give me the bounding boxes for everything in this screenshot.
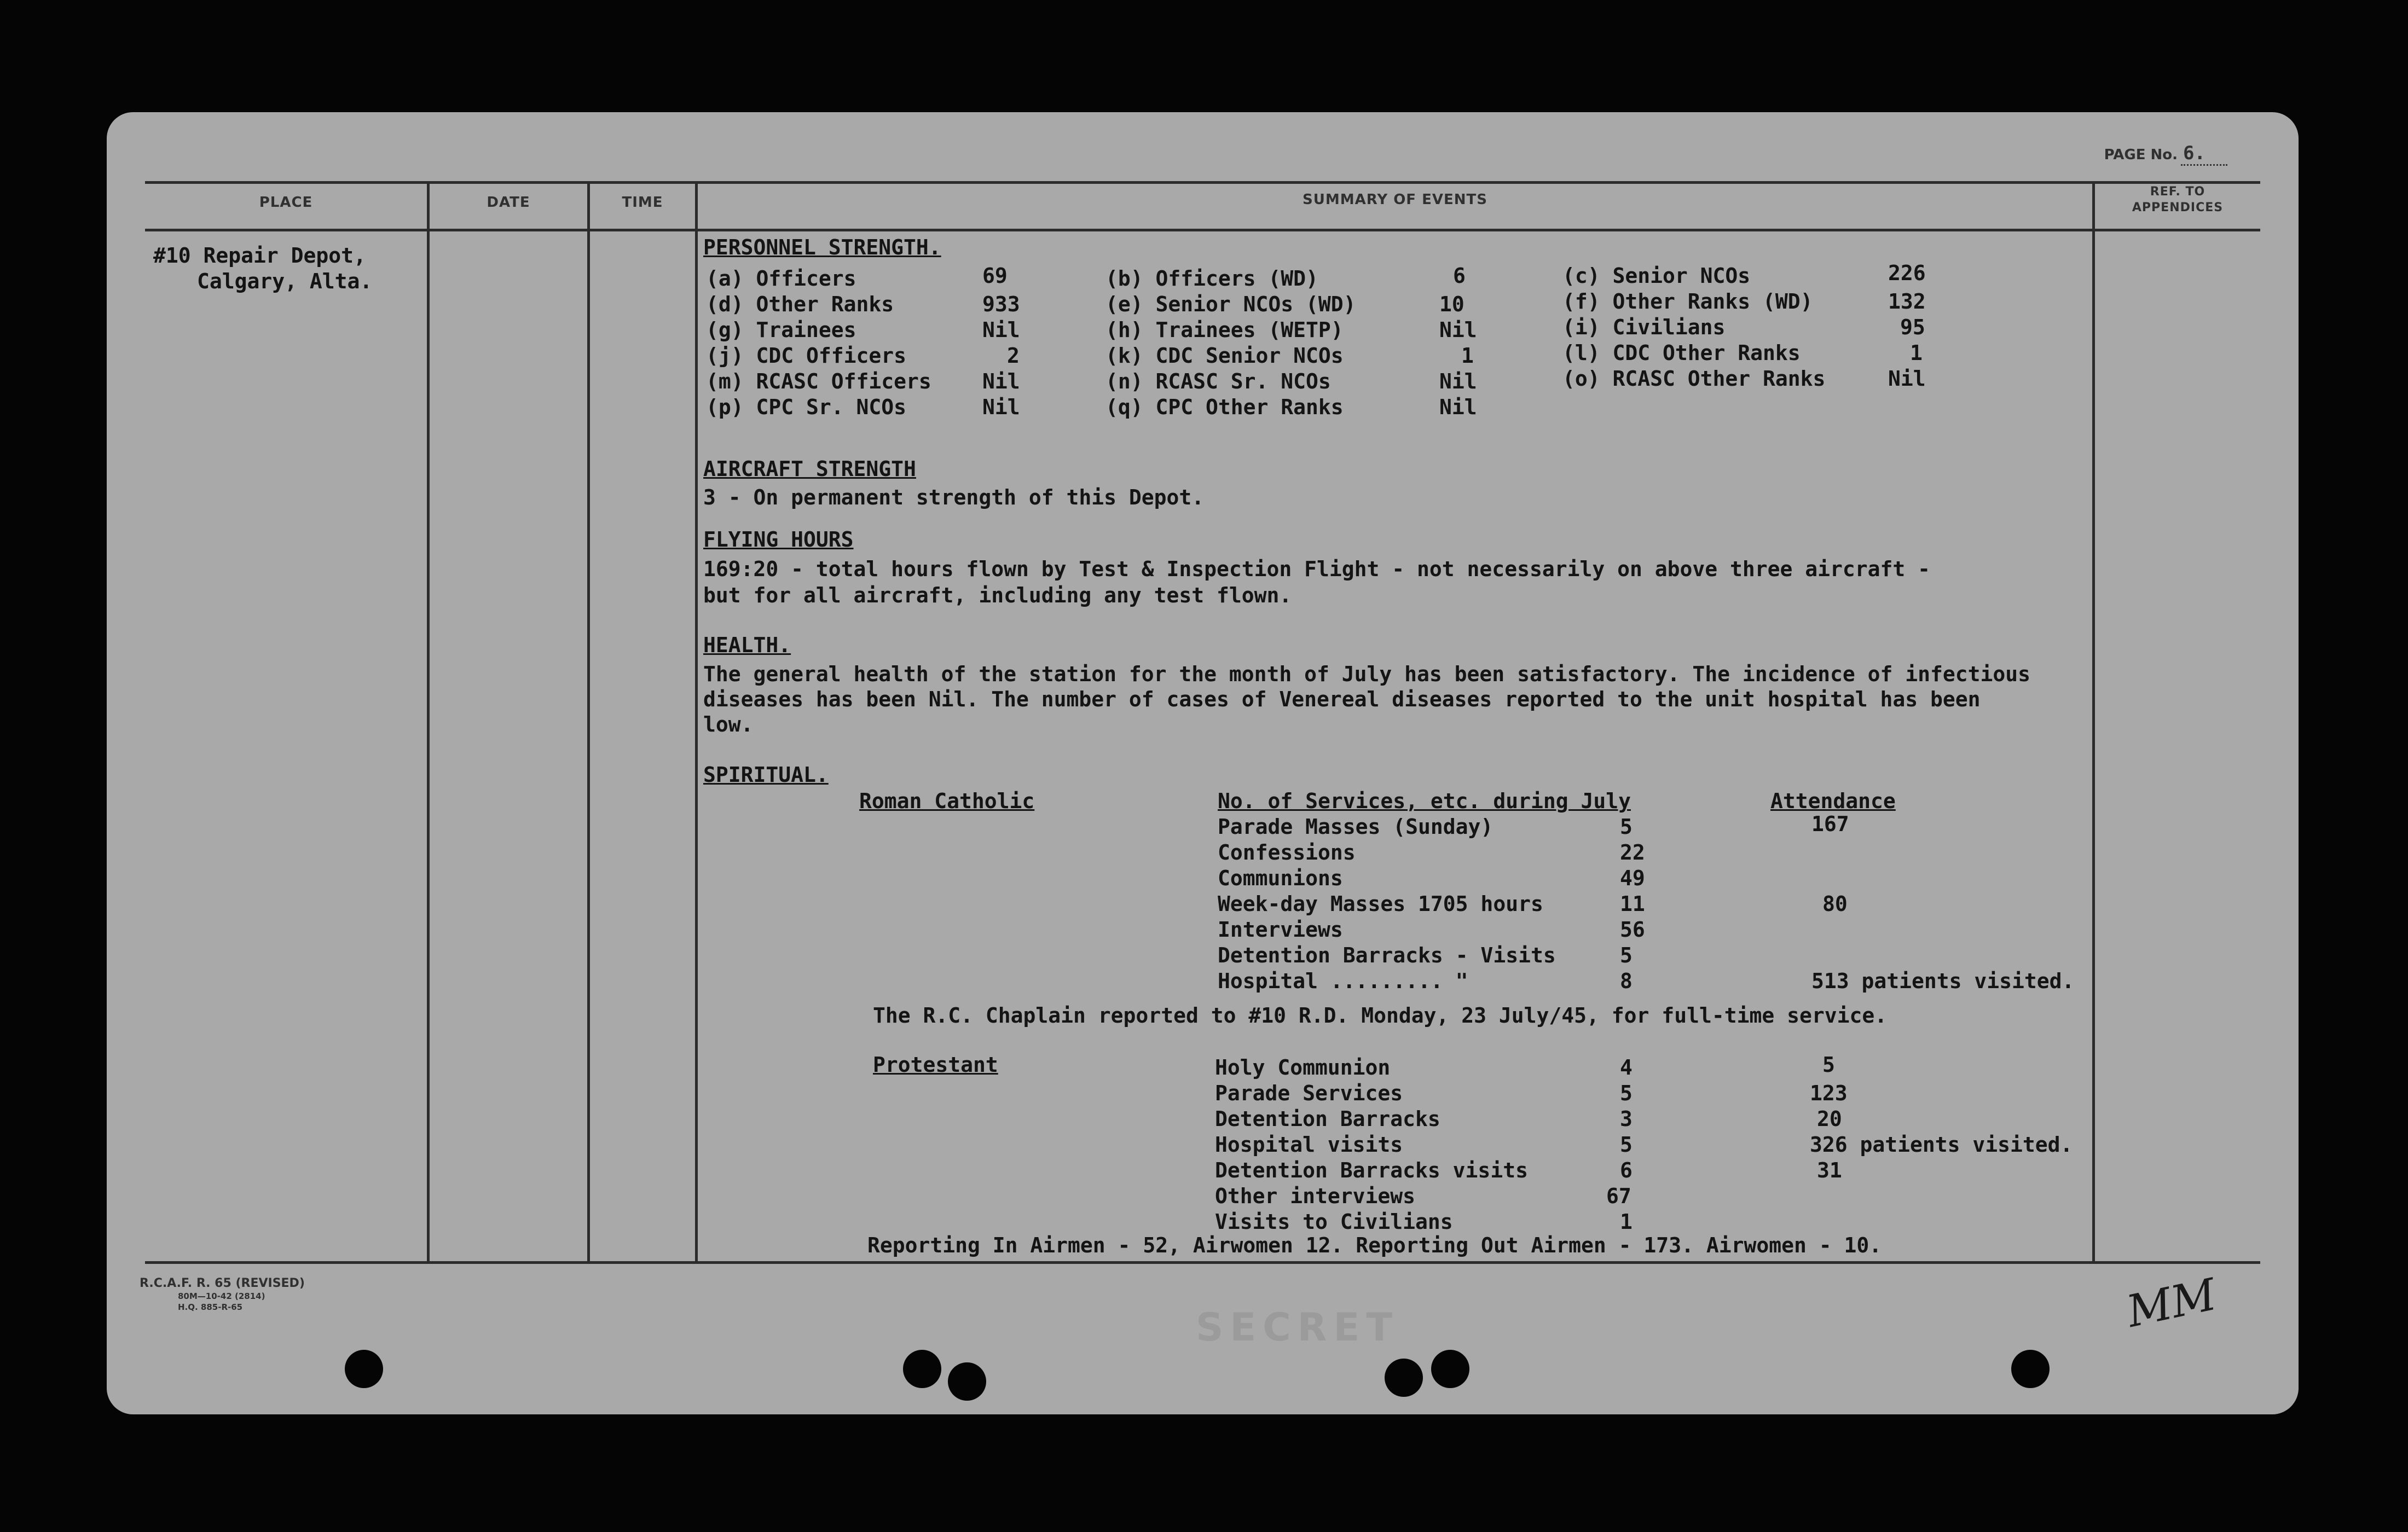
personnel-value: 10 xyxy=(1439,292,1465,316)
rc-service-attendance: 513 patients visited. xyxy=(1811,969,2075,993)
rc-service-name: Parade Masses (Sunday) xyxy=(1218,815,1494,839)
aircraft-heading: AIRCRAFT STRENGTH xyxy=(703,457,916,481)
punch-hole xyxy=(1431,1350,1469,1388)
protestant-service-count: 4 xyxy=(1620,1055,1633,1080)
time-summary-divider xyxy=(695,181,698,1264)
rc-services-header: No. of Services, etc. during July xyxy=(1218,789,1631,813)
rc-service-attendance: 80 xyxy=(1822,892,1848,916)
rc-service-attendance: 167 xyxy=(1811,812,1849,836)
protestant-label: Protestant xyxy=(873,1053,998,1077)
flying-line2: but for all aircraft, including any test flown. xyxy=(703,583,1292,607)
secret-watermark: SECRET xyxy=(1196,1305,1399,1350)
health-heading: HEALTH. xyxy=(703,633,791,657)
personnel-label: (j) CDC Officers xyxy=(706,344,907,368)
spiritual-heading: SPIRITUAL. xyxy=(703,763,829,787)
personnel-label: (c) Senior NCOs xyxy=(1562,264,1751,288)
personnel-label: (l) CDC Other Ranks xyxy=(1562,341,1801,365)
health-line3: low. xyxy=(703,712,754,736)
rc-service-count: 49 xyxy=(1620,866,1645,890)
place-line2: Calgary, Alta. xyxy=(197,269,373,293)
punch-hole xyxy=(345,1350,383,1388)
place-line1: #10 Repair Depot, xyxy=(153,243,366,268)
personnel-value: 1 xyxy=(1461,344,1474,368)
rc-chaplain-note: The R.C. Chaplain reported to #10 R.D. Monday, 23 July/45, for full-time service. xyxy=(873,1003,1888,1028)
personnel-value: 6 xyxy=(1453,264,1466,288)
form-number: R.C.A.F. R. 65 (REVISED) xyxy=(140,1276,305,1290)
header-place: PLACE xyxy=(259,194,313,211)
personnel-value: Nil xyxy=(982,369,1020,393)
personnel-value: Nil xyxy=(1439,318,1477,342)
personnel-label: (p) CPC Sr. NCOs xyxy=(706,395,907,419)
personnel-value: Nil xyxy=(1439,395,1477,419)
place-date-divider xyxy=(427,181,430,1264)
header-date: DATE xyxy=(487,194,530,211)
personnel-value: 69 xyxy=(982,264,1008,288)
rc-service-count: 56 xyxy=(1620,918,1645,942)
protestant-service-name: Detention Barracks visits xyxy=(1215,1158,1528,1182)
page-number-label: PAGE No. xyxy=(2104,147,2178,163)
handwritten-initials: MM xyxy=(2122,1268,2221,1338)
rc-service-count: 8 xyxy=(1620,969,1633,993)
personnel-label: (n) RCASC Sr. NCOs xyxy=(1105,369,1331,393)
punch-hole xyxy=(1385,1359,1423,1397)
protestant-service-attendance: 5 xyxy=(1822,1053,1835,1077)
protestant-service-attendance: 326 patients visited. xyxy=(1810,1133,2073,1157)
table-bottom-rule xyxy=(145,1261,2260,1264)
protestant-service-name: Parade Services xyxy=(1215,1081,1403,1105)
form-number-block xyxy=(140,1276,305,1313)
personnel-label: (m) RCASC Officers xyxy=(706,369,931,393)
health-line1: The general health of the station for the month of July has been satisfactory. The incidence of infectious xyxy=(703,662,2031,686)
personnel-label: (g) Trainees xyxy=(706,318,856,342)
protestant-service-attendance: 20 xyxy=(1817,1107,1842,1131)
protestant-service-count: 6 xyxy=(1620,1158,1633,1182)
personnel-label: (o) RCASC Other Ranks xyxy=(1562,367,1826,391)
punch-hole xyxy=(948,1362,986,1401)
protestant-service-name: Hospital visits xyxy=(1215,1133,1403,1157)
reporting-line: Reporting In Airmen - 52, Airwomen 12. Reporting Out Airmen - 173. Airwomen - 10. xyxy=(867,1233,1882,1257)
personnel-label: (b) Officers (WD) xyxy=(1105,266,1318,291)
protestant-service-count: 67 xyxy=(1606,1184,1631,1208)
personnel-label: (d) Other Ranks xyxy=(706,292,894,316)
personnel-value: 132 xyxy=(1888,289,1926,314)
protestant-service-count: 1 xyxy=(1620,1210,1633,1234)
personnel-value: 933 xyxy=(982,292,1020,316)
header-time: TIME xyxy=(622,194,663,211)
personnel-value: Nil xyxy=(982,395,1020,419)
flying-line1: 169:20 - total hours flown by Test & Inspection Flight - not necessarily on above three aircraft - xyxy=(703,557,1931,581)
personnel-label: (q) CPC Other Ranks xyxy=(1105,395,1344,419)
diary-form-card xyxy=(107,112,2299,1414)
rc-service-name: Week-day Masses 1705 hours xyxy=(1218,892,1543,916)
form-print-code: 80M—10-42 (2814) xyxy=(178,1291,265,1301)
personnel-value: Nil xyxy=(982,318,1020,342)
rc-service-count: 5 xyxy=(1620,815,1633,839)
protestant-service-name: Detention Barracks xyxy=(1215,1107,1440,1131)
punch-hole xyxy=(2011,1350,2050,1388)
rc-service-count: 22 xyxy=(1620,840,1645,864)
personnel-value: 2 xyxy=(1007,344,1020,368)
personnel-label: (a) Officers xyxy=(706,266,856,291)
rc-service-count: 11 xyxy=(1620,892,1645,916)
summary-ref-divider xyxy=(2092,181,2095,1264)
header-bottom-rule xyxy=(145,229,2260,231)
personnel-label: (i) Civilians xyxy=(1562,315,1726,339)
punch-hole xyxy=(903,1350,941,1388)
header-top-rule xyxy=(145,181,2260,184)
personnel-label: (k) CDC Senior NCOs xyxy=(1105,344,1344,368)
personnel-heading: PERSONNEL STRENGTH. xyxy=(703,235,941,259)
page-number xyxy=(2104,142,2227,164)
personnel-label: (f) Other Ranks (WD) xyxy=(1562,289,1813,314)
date-time-divider xyxy=(587,181,590,1264)
rc-service-name: Confessions xyxy=(1218,840,1356,864)
header-ref-line2: APPENDICES xyxy=(2132,201,2224,214)
protestant-service-name: Visits to Civilians xyxy=(1215,1210,1453,1234)
personnel-value: 226 xyxy=(1888,261,1926,285)
personnel-label: (e) Senior NCOs (WD) xyxy=(1105,292,1356,316)
protestant-service-count: 5 xyxy=(1620,1081,1633,1105)
header-ref-line1: REF. TO xyxy=(2150,185,2206,199)
health-line2: diseases has been Nil. The number of cases of Venereal diseases reported to the unit hospital has been xyxy=(703,687,1981,711)
protestant-service-attendance: 123 xyxy=(1810,1081,1848,1105)
header-summary: SUMMARY OF EVENTS xyxy=(1303,192,1487,208)
protestant-service-count: 5 xyxy=(1620,1133,1633,1157)
personnel-value: 1 xyxy=(1910,341,1923,365)
personnel-value: 95 xyxy=(1900,315,1925,339)
rc-service-count: 5 xyxy=(1620,943,1633,967)
personnel-label: (h) Trainees (WETP) xyxy=(1105,318,1344,342)
rc-service-name: Interviews xyxy=(1218,918,1343,942)
page-number-value: 6. xyxy=(2181,142,2227,166)
aircraft-text: 3 - On permanent strength of this Depot. xyxy=(703,485,1205,509)
protestant-service-name: Other interviews xyxy=(1215,1184,1416,1208)
rc-label: Roman Catholic xyxy=(859,789,1035,813)
flying-heading: FLYING HOURS xyxy=(703,527,854,552)
rc-service-name: Hospital ......... " xyxy=(1218,969,1468,993)
protestant-service-attendance: 31 xyxy=(1817,1158,1842,1182)
form-hq-code: H.Q. 885-R-65 xyxy=(178,1302,243,1312)
personnel-value: Nil xyxy=(1888,367,1926,391)
personnel-value: Nil xyxy=(1439,369,1477,393)
rc-service-name: Communions xyxy=(1218,866,1343,890)
rc-attendance-header: Attendance xyxy=(1770,789,1896,813)
rc-service-name: Detention Barracks - Visits xyxy=(1218,943,1556,967)
protestant-service-count: 3 xyxy=(1620,1107,1633,1131)
protestant-service-name: Holy Communion xyxy=(1215,1055,1391,1080)
